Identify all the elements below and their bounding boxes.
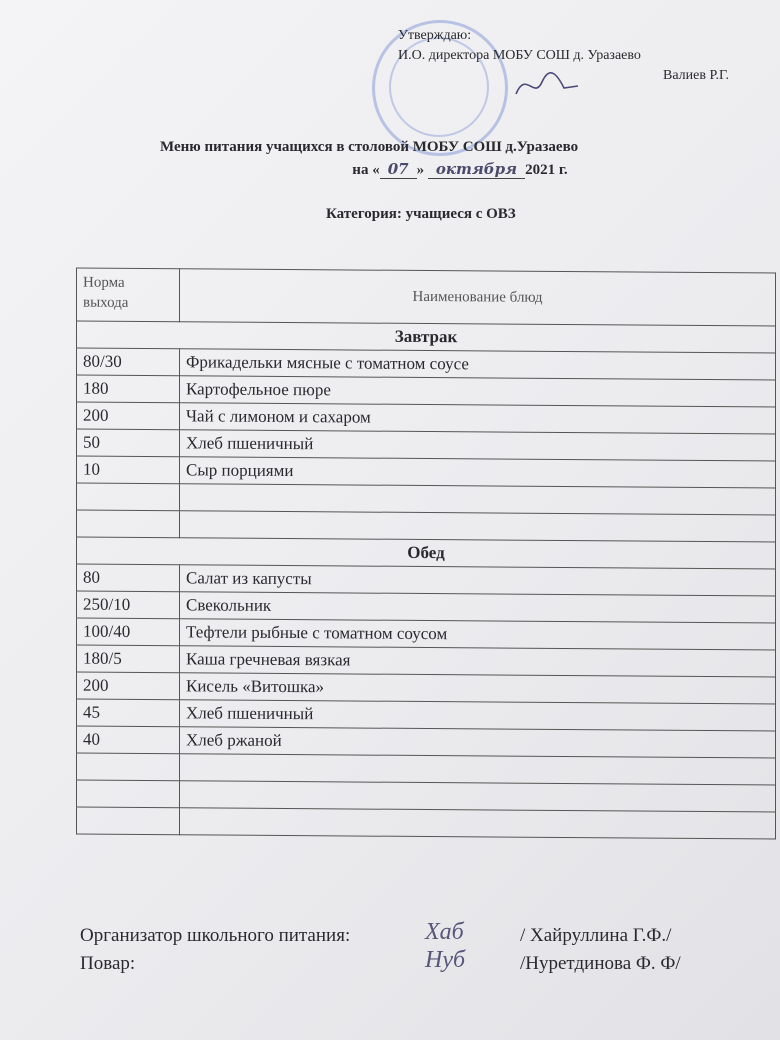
empty-cell [180,754,776,785]
dish-qty: 80 [77,564,180,592]
dish-name: Картофельное пюре [180,376,776,407]
organizer-label: Организатор школьного питания: [80,925,351,946]
col-name-header: Наименование блюд [180,269,776,326]
organizer-name: / Хайруллина Г.Ф./ [520,925,672,946]
signatures-footer [80,919,760,978]
organizer-row [80,919,760,950]
cook-name: /Нуретдинова Ф. Ф/ [520,953,681,974]
section-title: Обед [77,537,776,569]
section-title: Завтрак [77,321,776,353]
empty-cell [180,808,776,839]
dish-name: Свекольник [180,592,776,623]
dish-qty: 10 [77,456,180,484]
date-day: 07 [380,160,417,179]
cook-label: Повар: [80,953,136,974]
dish-name: Хлеб пшеничный [180,700,776,731]
approve-line-3: Валиев Р.Г. [663,68,730,83]
dish-qty: 100/40 [77,618,180,646]
dish-qty: 200 [77,672,180,700]
director-signature [512,66,582,106]
dish-name: Тефтели рыбные с томатном соусом [180,619,776,650]
empty-cell [180,781,776,812]
table-header-row [77,268,776,326]
cook-signature: Нуб [425,947,466,973]
dish-name: Фрикадельки мясные с томатном соусе [180,349,776,380]
dish-name: Кисель «Витошка» [180,673,776,704]
menu-table [76,268,776,840]
dish-qty: 45 [77,699,180,727]
empty-cell [77,780,180,808]
dish-qty: 40 [77,726,180,754]
dish-qty: 200 [77,402,180,430]
dish-name: Сыр порциями [180,457,776,488]
date-mid: » [416,162,428,178]
col-qty-header: Норма выхода [77,268,180,322]
empty-cell [77,807,180,835]
empty-row [77,807,776,839]
date-month: октября [428,160,525,179]
dish-name: Чай с лимоном и сахаром [180,403,776,434]
empty-cell [180,484,776,515]
dish-name: Хлеб пшеничный [180,430,776,461]
empty-cell [77,510,180,538]
cook-row [80,947,760,978]
date-suffix: 2021 г. [525,162,568,178]
dish-qty: 80/30 [77,348,180,376]
dish-name: Салат из капусты [180,565,776,596]
date-prefix: на « [352,162,380,178]
dish-qty: 180 [77,375,180,403]
menu-date [352,158,567,181]
empty-cell [77,483,180,511]
menu-title [160,136,760,181]
category-label: Категория: учащиеся с ОВЗ [326,206,516,222]
dish-qty: 250/10 [77,591,180,619]
organizer-signature: Хаб [425,919,464,945]
dish-qty: 180/5 [77,645,180,673]
empty-cell [180,511,776,542]
empty-cell [77,753,180,781]
dish-name: Хлеб ржаной [180,727,776,758]
approve-line-2: И.О. директора МОБУ СОШ д. Уразаево [398,48,641,63]
title-line-1: Меню питания учащихся в столовой МОБУ СОШ д.Уразаево [160,139,579,155]
dish-name: Каша гречневая вязкая [180,646,776,677]
dish-qty: 50 [77,429,180,457]
approve-line-1: Утверждаю: [398,28,472,43]
